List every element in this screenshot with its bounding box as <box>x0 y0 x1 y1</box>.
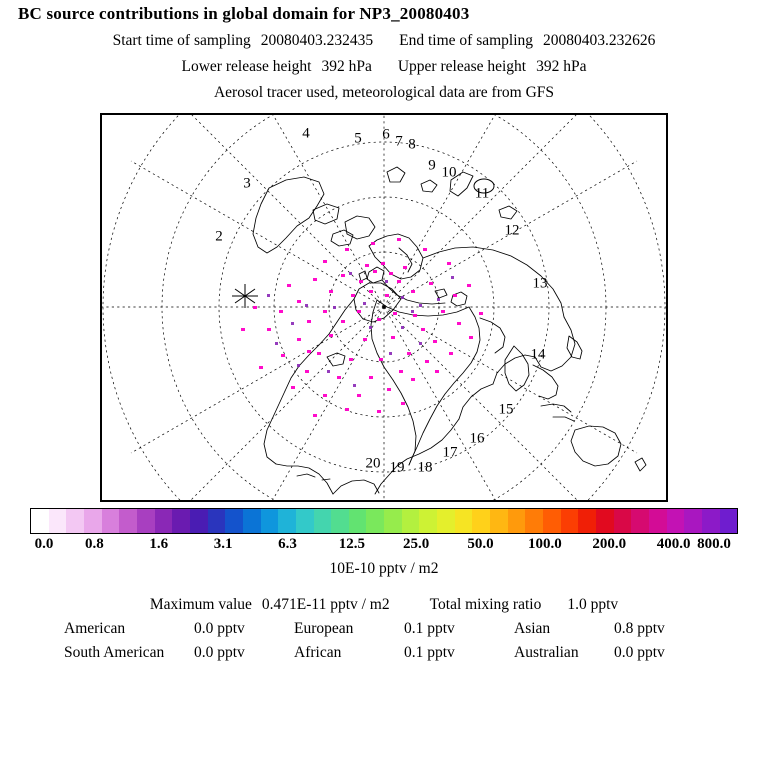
region-value-european: 0.1 pptv <box>404 620 455 637</box>
station-label-2: 2 <box>215 228 223 245</box>
colorbar <box>30 508 738 534</box>
start-time-value: 20080403.232435 <box>260 32 374 49</box>
colorbar-swatch-34 <box>631 509 649 533</box>
colorbar-tick-6: 25.0 <box>403 536 430 552</box>
station-label-5: 5 <box>354 130 362 147</box>
lower-release-height-value: 392 hPa <box>321 58 372 75</box>
total-mixing-ratio-label: Total mixing ratio <box>429 596 542 613</box>
colorbar-swatch-20 <box>384 509 402 533</box>
colorbar-swatch-12 <box>243 509 261 533</box>
colorbar-swatch-38 <box>702 509 720 533</box>
colorbar-swatch-37 <box>684 509 702 533</box>
station-label-18: 18 <box>417 459 433 476</box>
colorbar-swatch-4 <box>102 509 120 533</box>
colorbar-tick-4: 6.3 <box>278 536 297 552</box>
colorbar-swatch-26 <box>490 509 508 533</box>
release-height-line <box>0 58 768 76</box>
colorbar-swatch-10 <box>208 509 226 533</box>
station-label-8: 8 <box>408 136 416 153</box>
colorbar-tick-1: 0.8 <box>84 536 104 552</box>
colorbar-tick-2: 1.6 <box>149 536 169 552</box>
colorbar-swatch-13 <box>261 509 279 533</box>
colorbar-tick-8: 100.0 <box>528 536 562 552</box>
region-value-australian: 0.0 pptv <box>614 644 665 661</box>
colorbar-swatch-17 <box>331 509 349 533</box>
colorbar-swatch-23 <box>437 509 455 533</box>
colorbar-tick-3: 3.1 <box>213 536 233 552</box>
station-label-4: 4 <box>302 125 310 142</box>
colorbar-swatch-35 <box>649 509 667 533</box>
upper-release-height-value: 392 hPa <box>536 58 587 75</box>
station-label-10: 10 <box>441 164 457 181</box>
page-title: BC source contributions in global domain for NP3_20080403 <box>18 4 470 23</box>
colorbar-swatch-32 <box>596 509 614 533</box>
colorbar-swatch-0 <box>31 509 49 533</box>
region-value-american: 0.0 pptv <box>194 620 245 637</box>
station-label-11: 11 <box>474 185 490 202</box>
footer-region-row-2 <box>0 644 768 662</box>
maximum-value-label: Maximum value <box>149 596 252 613</box>
region-label-australian: Australian <box>514 644 579 661</box>
maximum-value-value: 0.471E-11 pptv / m2 <box>261 596 390 613</box>
colorbar-swatch-25 <box>472 509 490 533</box>
end-time-label: End time of sampling <box>399 32 534 49</box>
colorbar-swatch-6 <box>137 509 155 533</box>
station-label-3: 3 <box>243 175 251 192</box>
station-label-17: 17 <box>442 444 458 461</box>
colorbar-swatch-24 <box>455 509 473 533</box>
upper-release-height-label: Upper release height <box>397 58 527 75</box>
colorbar-swatch-16 <box>314 509 332 533</box>
region-label-american: American <box>64 620 126 637</box>
colorbar-swatch-2 <box>66 509 84 533</box>
station-label-15: 15 <box>498 401 514 418</box>
station-label-7: 7 <box>395 133 403 150</box>
lower-release-height-label: Lower release height <box>181 58 312 75</box>
station-label-20: 20 <box>365 455 381 472</box>
tracer-method-line: Aerosol tracer used, meteorological data are from GFS <box>213 84 555 101</box>
colorbar-swatch-36 <box>667 509 685 533</box>
end-time-value: 20080403.232626 <box>543 32 656 49</box>
map-panel <box>100 113 668 502</box>
colorbar-swatch-19 <box>366 509 384 533</box>
region-label-african: African <box>294 644 342 661</box>
colorbar-swatch-28 <box>525 509 543 533</box>
colorbar-tick-11: 800.0 <box>697 536 731 552</box>
colorbar-swatch-29 <box>543 509 561 533</box>
colorbar-swatch-9 <box>190 509 208 533</box>
colorbar-swatch-11 <box>225 509 243 533</box>
colorbar-swatch-31 <box>578 509 596 533</box>
colorbar-swatch-14 <box>278 509 296 533</box>
station-label-6: 6 <box>382 126 390 143</box>
region-label-european: European <box>294 620 354 637</box>
colorbar-tick-9: 200.0 <box>592 536 627 552</box>
colorbar-swatch-3 <box>84 509 102 533</box>
colorbar-swatch-5 <box>119 509 137 533</box>
station-label-14: 14 <box>530 346 546 363</box>
colorbar-tick-labels <box>0 536 768 554</box>
colorbar-tick-5: 12.5 <box>338 536 365 552</box>
start-time-label: Start time of sampling <box>112 32 251 49</box>
colorbar-swatch-7 <box>155 509 173 533</box>
region-label-asian: Asian <box>514 620 551 637</box>
colorbar-swatch-18 <box>349 509 367 533</box>
colorbar-swatch-39 <box>720 509 738 533</box>
station-label-layer <box>101 114 667 501</box>
colorbar-swatch-33 <box>614 509 632 533</box>
station-label-12: 12 <box>504 222 520 239</box>
station-label-16: 16 <box>469 430 485 447</box>
total-mixing-ratio-value: 1.0 pptv <box>567 596 619 613</box>
colorbar-swatch-21 <box>402 509 420 533</box>
footer-region-row-1 <box>0 620 768 638</box>
region-value-african: 0.1 pptv <box>404 644 455 661</box>
colorbar-unit-label: 10E-10 pptv / m2 <box>329 560 439 577</box>
station-label-19: 19 <box>389 459 405 476</box>
colorbar-swatch-8 <box>172 509 190 533</box>
colorbar-tick-7: 50.0 <box>467 536 494 552</box>
region-value-asian: 0.8 pptv <box>614 620 665 637</box>
colorbar-swatch-15 <box>296 509 314 533</box>
colorbar-tick-0: 0.0 <box>34 536 54 552</box>
region-label-south-american: South American <box>64 644 165 661</box>
colorbar-tick-10: 400.0 <box>656 536 691 552</box>
station-label-9: 9 <box>428 157 436 174</box>
station-label-13: 13 <box>532 275 548 292</box>
colorbar-swatch-27 <box>508 509 526 533</box>
colorbar-swatch-30 <box>561 509 579 533</box>
region-value-south-american: 0.0 pptv <box>194 644 245 661</box>
colorbar-swatch-22 <box>419 509 437 533</box>
sampling-time-line <box>0 32 768 50</box>
footer-max-row <box>0 596 768 614</box>
colorbar-swatch-1 <box>49 509 67 533</box>
